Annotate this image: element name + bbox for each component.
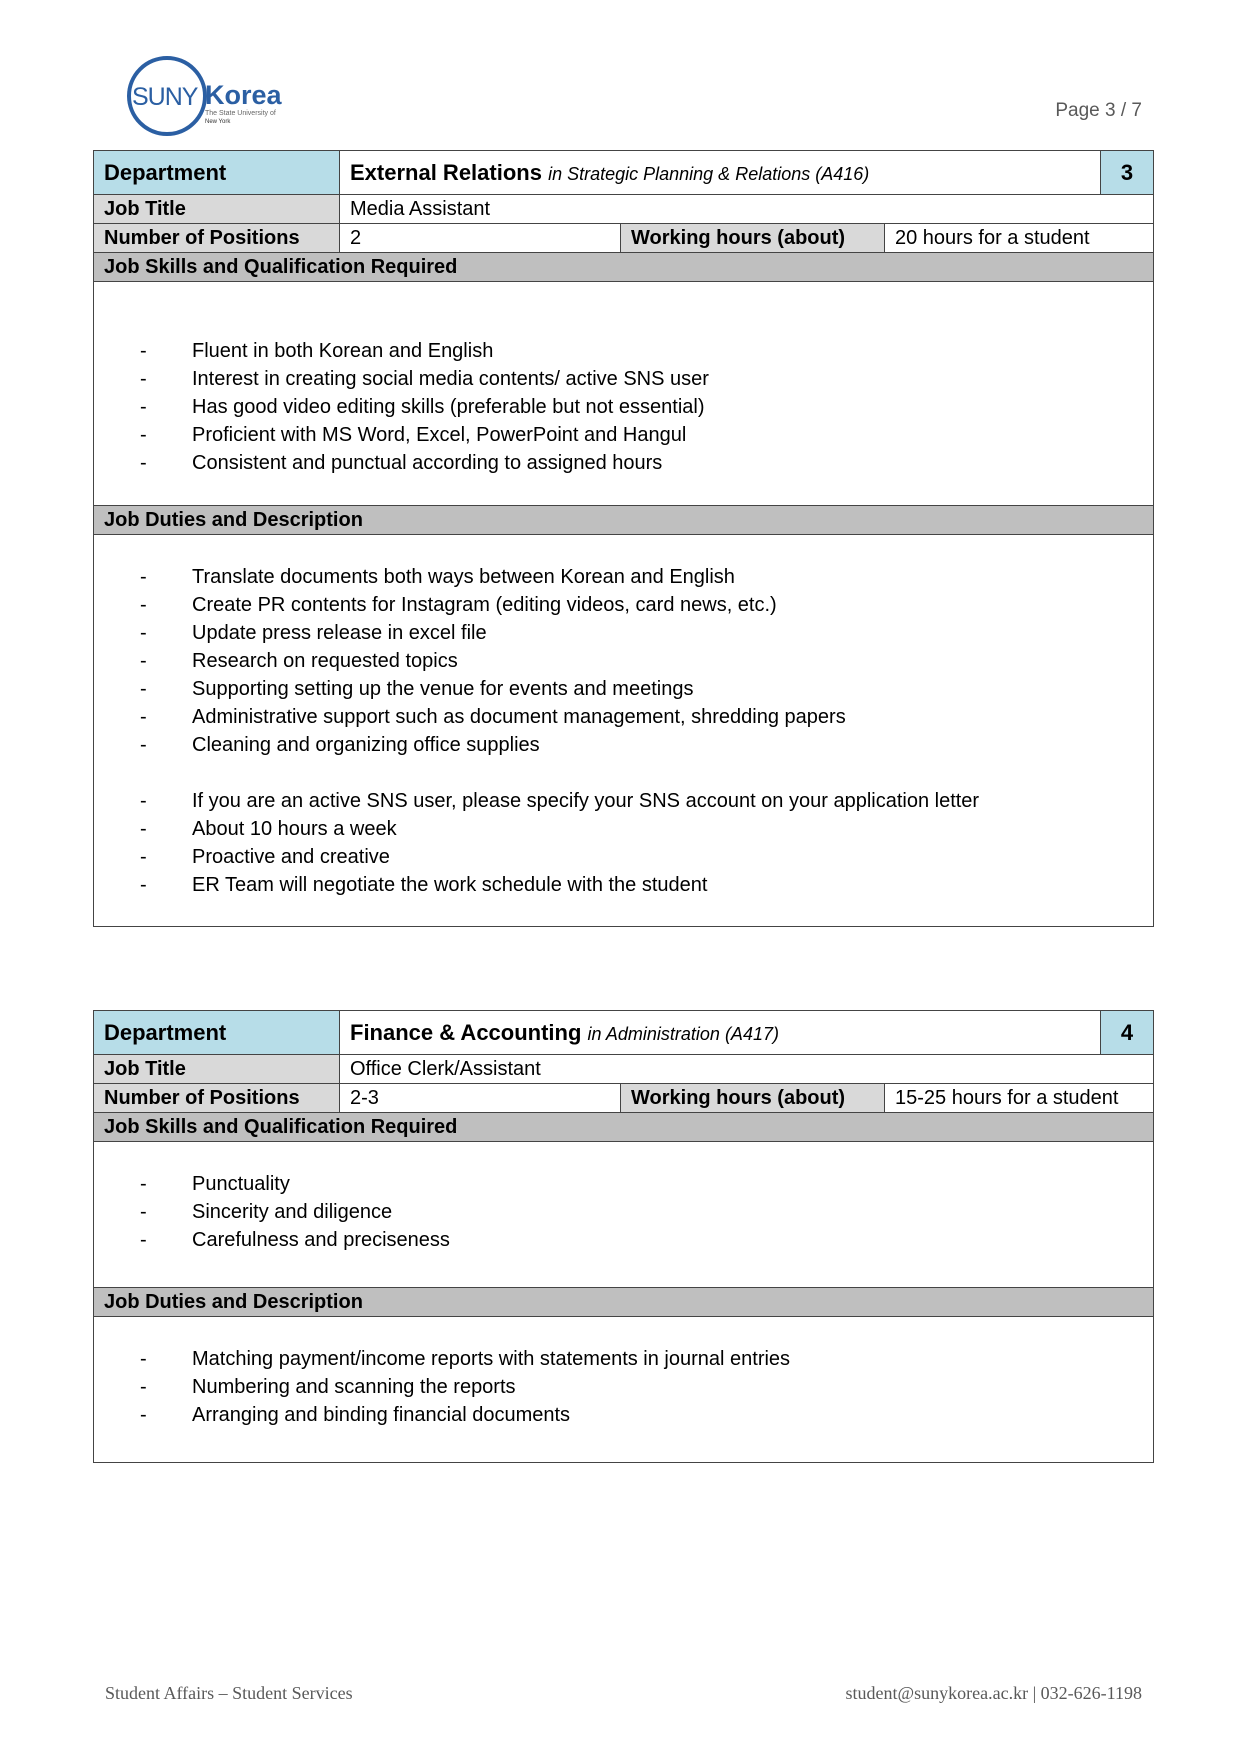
positions-row (94, 224, 1154, 253)
department-subtitle: in Administration (A417) (587, 1023, 779, 1044)
list-gap (104, 759, 1143, 787)
job-title-label: Job Title (94, 195, 340, 224)
hours-label: Working hours (about) (621, 224, 885, 253)
logo-tagline: The State University of (205, 110, 276, 117)
list-item: - Has good video editing skills (preferable but not essential) (140, 393, 1143, 421)
positions-label: Number of Positions (94, 224, 340, 253)
list-item: - ER Team will negotiate the work schedule with the student (140, 871, 1143, 899)
duties-list (104, 563, 1143, 759)
list-item: - Cleaning and organizing office supplies (140, 731, 1143, 759)
job-title-label: Job Title (94, 1055, 340, 1084)
logo-tagline-ny: New York (205, 119, 231, 125)
duties-header: Job Duties and Description (94, 1288, 1154, 1317)
job-number: 4 (1101, 1011, 1154, 1055)
skills-header: Job Skills and Qualification Required (94, 1113, 1154, 1142)
skills-cell (94, 1142, 1154, 1288)
duties-cell (94, 1317, 1154, 1463)
positions-row (94, 1084, 1154, 1113)
logo-text-korea: Korea (205, 80, 282, 110)
skills-cell (94, 282, 1154, 506)
department-name (340, 151, 1101, 195)
duties-header-row (94, 506, 1154, 535)
skills-header: Job Skills and Qualification Required (94, 253, 1154, 282)
dept-row (94, 151, 1154, 195)
list-item: - Administrative support such as document management, shredding papers (140, 703, 1143, 731)
footer-department: Student Affairs – Student Services (105, 1683, 353, 1703)
list-item: - About 10 hours a week (140, 815, 1143, 843)
duties-row (94, 535, 1154, 927)
skills-list (104, 1170, 1143, 1254)
skills-row (94, 1142, 1154, 1288)
suny-korea-logo (124, 53, 294, 141)
positions-value: 2 (340, 224, 621, 253)
hours-value: 20 hours for a student (885, 224, 1154, 253)
department-title: External Relations (350, 159, 542, 185)
positions-label: Number of Positions (94, 1084, 340, 1113)
job-table-finance-accounting (93, 1010, 1154, 1463)
list-item: - If you are an active SNS user, please specify your SNS account on your application letter (140, 787, 1143, 815)
list-item: - Proactive and creative (140, 843, 1143, 871)
list-item: - Translate documents both ways between Korean and English (140, 563, 1143, 591)
department-title: Finance & Accounting (350, 1019, 582, 1045)
list-item: - Consistent and punctual according to assigned hours (140, 449, 1143, 477)
list-item: - Carefulness and preciseness (140, 1226, 1143, 1254)
logo-text-suny: SUNY (132, 83, 198, 111)
list-item: - Matching payment/income reports with statements in journal entries (140, 1345, 1143, 1373)
duties-cell (94, 535, 1154, 927)
skills-list (104, 337, 1143, 477)
positions-value: 2-3 (340, 1084, 621, 1113)
duties-header-row (94, 1288, 1154, 1317)
department-label: Department (94, 1011, 340, 1055)
hours-value: 15-25 hours for a student (885, 1084, 1154, 1113)
job-title-value: Media Assistant (340, 195, 1154, 224)
job-title-row (94, 195, 1154, 224)
duties-header: Job Duties and Description (94, 506, 1154, 535)
list-item: - Punctuality (140, 1170, 1143, 1198)
skills-header-row (94, 253, 1154, 282)
department-name (340, 1011, 1101, 1055)
list-item: - Arranging and binding financial documents (140, 1401, 1143, 1429)
duties-row (94, 1317, 1154, 1463)
hours-label: Working hours (about) (621, 1084, 885, 1113)
department-label: Department (94, 151, 340, 195)
list-item: - Sincerity and diligence (140, 1198, 1143, 1226)
skills-row (94, 282, 1154, 506)
duties-list (104, 1345, 1143, 1429)
list-item: - Interest in creating social media contents/ active SNS user (140, 365, 1143, 393)
list-item: - Numbering and scanning the reports (140, 1373, 1143, 1401)
job-number: 3 (1101, 151, 1154, 195)
job-title-row (94, 1055, 1154, 1084)
job-table-external-relations (93, 150, 1154, 927)
job-title-value: Office Clerk/Assistant (340, 1055, 1154, 1084)
list-item: - Fluent in both Korean and English (140, 337, 1143, 365)
list-item: - Proficient with MS Word, Excel, PowerPoint and Hangul (140, 421, 1143, 449)
list-item: - Supporting setting up the venue for events and meetings (140, 675, 1143, 703)
duties-extra-list (104, 787, 1143, 899)
page-number: Page 3 / 7 (1055, 100, 1142, 121)
list-item: - Research on requested topics (140, 647, 1143, 675)
department-subtitle: in Strategic Planning & Relations (A416) (548, 163, 870, 184)
list-item: - Create PR contents for Instagram (editing videos, card news, etc.) (140, 591, 1143, 619)
dept-row (94, 1011, 1154, 1055)
list-item: - Update press release in excel file (140, 619, 1143, 647)
footer-contact: student@sunykorea.ac.kr | 032-626-1198 (845, 1683, 1142, 1703)
skills-header-row (94, 1113, 1154, 1142)
